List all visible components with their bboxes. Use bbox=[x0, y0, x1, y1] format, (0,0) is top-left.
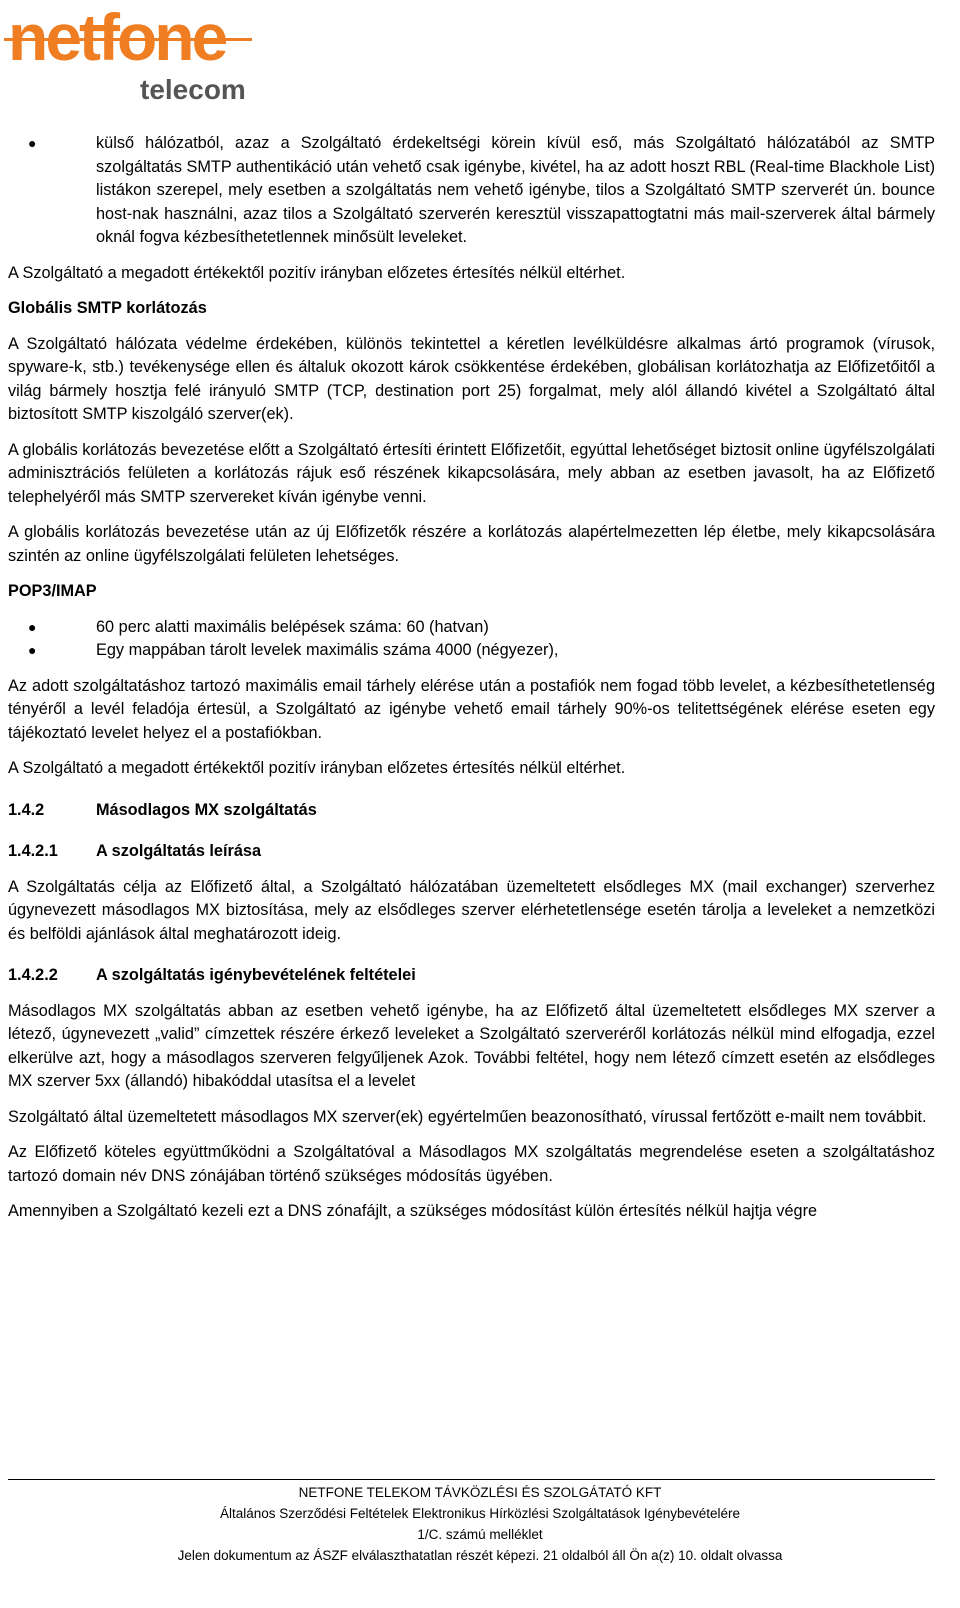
heading-number: 1.4.2 bbox=[8, 800, 45, 819]
paragraph: Az adott szolgáltatáshoz tartozó maximális email tárhely elérése után a postafiók nem fogad több levelet, a kézbesíthetetlenség tényéről a levél feladója értesül, a Szolgáltató az igénybe vehető email tárhely 90%-os telitettségének elérése eseten egy tájékoztató levelet helyez el a postafiókban. bbox=[8, 676, 935, 742]
heading-title: A szolgáltatás igénybevételének feltételei bbox=[96, 966, 416, 984]
bullet-text: 60 perc alatti maximális belépések száma: 60 (hatvan) bbox=[96, 617, 489, 636]
bullet-text: külső hálózatból, azaz a Szolgáltató érdekeltségi körein kívül eső, más Szolgáltató hálózatából az SMTP szolgáltatás SMTP authentikáció után vehető csak igénybe, kivétel, ha az adott hoszt RBL (Real-time Blackhole List) listákon szerepel, mely esetben a szolgáltatás nem vehető igénybe, tilos a Szolgáltató SMTP szerverét ún. bounce host-nak használni, azaz tilos a Szolgáltató szerverén keresztül visszapattogtatni más mail-szerverek által bármely oknál fogva kézbesíthetetlennek minősült leveleket. bbox=[96, 134, 935, 246]
bullet-text: Egy mappában tárolt levelek maximális száma 4000 (négyezer), bbox=[96, 641, 559, 659]
footer-company: NETFONE TELEKOM TÁVKÖZLÉSI ÉS SZOLGÁTATÓ KFT bbox=[298, 1485, 662, 1500]
paragraph: A Szolgáltató a megadott értékektől pozitív irányban előzetes értesítés nélkül eltérhet. bbox=[8, 759, 626, 777]
paragraph: A globális korlátozás bevezetése előtt a Szolgáltató értesíti érintett Előfizetőit, egyúttal lehetőséget biztosit online ügyfélszolgálati adminisztrációs felületen a korlátozás rájuk eső részének kikapcsolására, mely abban az esetben javasolt, ha az Előfizető telephelyéről más SMTP szervereket kíván igénybe venni. bbox=[8, 440, 935, 506]
bullet-dot-icon: ● bbox=[28, 135, 37, 151]
bullet-list bbox=[8, 616, 935, 663]
paragraph: A Szolgáltató hálózata védelme érdekében, különös tekintettel a kéretlen levélküldésre alkalmas ártó programok (vírusok, spyware-k, stb.) tevékenysége ellen és általuk okozott károk csökkentése érdekében, globálisan korlátozhatja az Előfizetőitől a világ bármely hosztja felé irányuló SMTP (TCP, destination port 25) forgalmat, mely alól állandó kivétel a Szolgáltató által biztosított SMTP kiszolgáló szerver(ek). bbox=[8, 334, 935, 423]
bullet-dot-icon: ● bbox=[28, 618, 37, 635]
paragraph: Másodlagos MX szolgáltatás abban az esetben vehető igénybe, ha az Előfizető által üzemeltetett elsődleges MX szerver a létező, úgynevezett „valid” címzettek részére érkező leveleket a Szolgáltató szerveréről korlátozás nélkül mind elfogadja, ezzel elkerülve azt, hogy a másodlagos szerveren felgyűljenek Azok. További feltétel, hogy nem létező címzett esetén az elsődleges MX szerver 5xx (állandó) hibakóddal utasítsa el a levelet bbox=[8, 1001, 935, 1090]
heading-title: A szolgáltatás leírása bbox=[96, 842, 261, 860]
paragraph: Az Előfizető köteles együttműködni a Szolgáltatóval a Másodlagos MX szolgáltatás megrendelése eseten a szolgáltatáshoz tartozó domain név DNS zónájában történő szükséges módosítás ügyében. bbox=[8, 1143, 935, 1185]
heading-number: 1.4.2.2 bbox=[8, 966, 58, 984]
heading-title: Másodlagos MX szolgáltatás bbox=[96, 800, 317, 819]
bullet-item bbox=[8, 639, 935, 663]
logo-subtitle: telecom bbox=[140, 74, 246, 105]
footer-page-info: Jelen dokumentum az ÁSZF elválaszthatatlan részét képezi. 21 oldalból áll Ön a(z) 10. oldalt olvassa bbox=[177, 1548, 783, 1563]
footer-divider bbox=[8, 1479, 935, 1480]
logo-word: netfone bbox=[8, 0, 226, 74]
section-heading: POP3/IMAP bbox=[8, 582, 97, 600]
bullet-item bbox=[8, 132, 935, 250]
footer-annex: 1/C. számú melléklet bbox=[417, 1527, 543, 1542]
footer-document-title: Általános Szerződési Feltételek Elektronikus Hírközlési Szolgáltatások Igénybevételére bbox=[219, 1506, 740, 1521]
numbered-heading bbox=[8, 840, 935, 864]
section-heading: Globális SMTP korlátozás bbox=[8, 299, 207, 317]
numbered-heading bbox=[8, 799, 935, 823]
document-body bbox=[8, 132, 935, 1236]
paragraph: A Szolgáltató a megadott értékektől pozitív irányban előzetes értesítés nélkül eltérhet. bbox=[8, 263, 626, 282]
paragraph: A Szolgáltatás célja az Előfizető által, a Szolgáltató hálózatában üzemeltetett elsődleges MX (mail exchanger) szerverhez úgynevezett másodlagos MX biztosítása, mely az elsődleges szerver elérhetetlensége esetén tárolja a leveleket a nemzetközi és belföldi ajánlások által meghatározott ideig. bbox=[8, 877, 935, 943]
paragraph: A globális korlátozás bevezetése után az új Előfizetők részére a korlátozás alapértelmezetten lép életbe, mely kikapcsolására szintén az online ügyfélszolgálati felületen lehetséges. bbox=[8, 523, 935, 565]
paragraph: Szolgáltató által üzemeltetett másodlagos MX szerver(ek) egyértelműen beazonosítható, vírussal fertőzött e-mailt nem továbbit. bbox=[8, 1107, 927, 1126]
paragraph: Amennyiben a Szolgáltató kezeli ezt a DNS zónafájlt, a szükséges módosítást külön értesítés nélkül hajtja végre bbox=[8, 1202, 818, 1220]
bullet-item bbox=[8, 616, 935, 640]
numbered-heading bbox=[8, 964, 935, 988]
netfone-logo bbox=[4, 0, 254, 105]
heading-number: 1.4.2.1 bbox=[8, 842, 58, 860]
bullet-dot-icon: ● bbox=[28, 642, 37, 658]
page-footer bbox=[0, 1482, 960, 1566]
